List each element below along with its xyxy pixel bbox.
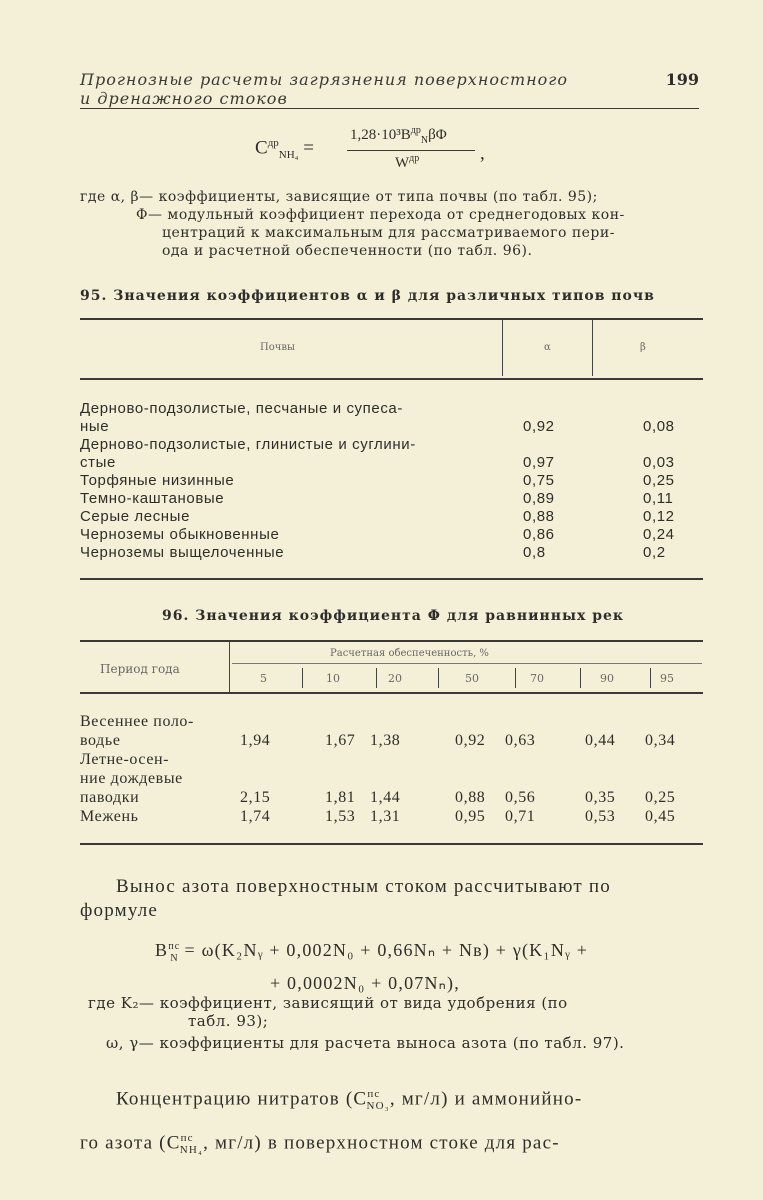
num-tail: βΦ bbox=[428, 127, 447, 143]
table-rule bbox=[80, 378, 703, 380]
period-name: водье bbox=[80, 732, 121, 749]
column-divider bbox=[302, 668, 303, 688]
formula-legend bbox=[80, 188, 700, 260]
table96-column-headers bbox=[230, 666, 702, 690]
column-divider bbox=[438, 668, 439, 688]
sub: NH₄ bbox=[278, 149, 299, 162]
phi-value: 1,44 bbox=[370, 789, 401, 806]
phi-value: 1,38 bbox=[370, 732, 401, 749]
symbol: B bbox=[155, 940, 169, 960]
phi-value: 1,31 bbox=[370, 808, 401, 825]
column-divider bbox=[650, 668, 651, 688]
sub: N bbox=[170, 952, 179, 964]
column-divider bbox=[502, 320, 503, 376]
phi-value: 0,63 bbox=[505, 732, 536, 749]
table96-title: 96. Значения коэффициента Φ для равнинных рек bbox=[162, 608, 625, 624]
phi-value: 2,15 bbox=[240, 789, 271, 806]
formula-rest: = ω(K₂Nᵧ + 0,002N₀ + 0,66Nₙ + Nв) + γ(K₁Nᵧ + bbox=[178, 940, 589, 960]
column-header: 90 bbox=[600, 672, 614, 685]
definition: ода и расчетной обеспеченности (по табл. 96). bbox=[162, 243, 533, 259]
page-number: 199 bbox=[665, 70, 699, 89]
period-name: Летне-осен- bbox=[80, 751, 170, 768]
table-row bbox=[80, 400, 680, 436]
symbol: C bbox=[255, 137, 268, 159]
group-rule bbox=[232, 663, 702, 664]
phi-value: 0,92 bbox=[455, 732, 486, 749]
formula-ammonium bbox=[255, 125, 515, 185]
alpha-value: 0,92 bbox=[523, 418, 555, 435]
paragraph bbox=[80, 875, 705, 923]
soil-name: Дерново-подзолистые, песчаные и супеса- bbox=[80, 400, 403, 417]
soil-name: Дерново-подзолистые, глинистые и суглини- bbox=[80, 436, 416, 453]
beta-value: 0,08 bbox=[643, 418, 675, 435]
text: Концентрацию нитратов (C bbox=[116, 1088, 368, 1110]
formula-legend bbox=[88, 994, 708, 1052]
soil-name: Серые лесные bbox=[80, 508, 191, 525]
alpha-value: 0,97 bbox=[523, 454, 555, 471]
table-rule bbox=[80, 692, 703, 694]
table-row bbox=[80, 526, 680, 544]
alpha-value: 0,89 bbox=[523, 490, 555, 507]
sup: пс bbox=[180, 1132, 194, 1145]
table-rule bbox=[80, 640, 703, 642]
column-header: 70 bbox=[530, 672, 544, 685]
header-rule bbox=[80, 108, 699, 109]
column-header: 50 bbox=[465, 672, 479, 685]
table96-body bbox=[80, 712, 700, 826]
phi-value: 0,34 bbox=[645, 732, 676, 749]
sub: NO₃ bbox=[366, 1100, 390, 1113]
text-line: формуле bbox=[80, 900, 159, 921]
period-name: Межень bbox=[80, 808, 139, 825]
soil-name: Черноземы выщелоченные bbox=[80, 544, 285, 561]
where-symbol: ω, γ bbox=[106, 1034, 139, 1052]
table95-title: 95. Значения коэффициентов α и β для различных типов почв bbox=[80, 288, 655, 304]
phi-value: 0,45 bbox=[645, 808, 676, 825]
soil-name: Торфяные низинные bbox=[80, 472, 235, 489]
definition: — коэффициенты для расчета выноса азота (по табл. 97). bbox=[138, 1034, 625, 1052]
phi-value: 1,81 bbox=[325, 789, 356, 806]
sup: др bbox=[410, 125, 421, 136]
phi-value: 0,44 bbox=[585, 732, 616, 749]
column-header: 95 bbox=[660, 672, 674, 685]
column-divider bbox=[592, 320, 593, 376]
beta-value: 0,11 bbox=[643, 490, 674, 507]
header-line: Прогнозные расчеты загрязнения поверхностного bbox=[80, 70, 569, 89]
phi-value: 1,53 bbox=[325, 808, 356, 825]
soil-name: Черноземы обыкновенные bbox=[80, 526, 280, 543]
header-line: и дренажного стоков bbox=[80, 89, 288, 108]
definition: — коэффициент, зависящий от вида удобрения (по bbox=[138, 994, 568, 1012]
comma: , bbox=[480, 143, 485, 164]
phi-value: 1,67 bbox=[325, 732, 356, 749]
table-row bbox=[80, 490, 680, 508]
definition: центраций к максимальным для рассматриваемого пери- bbox=[162, 225, 615, 241]
phi-value: 0,88 bbox=[455, 789, 486, 806]
sup: др bbox=[267, 137, 279, 149]
table-row bbox=[80, 712, 700, 750]
definition: — модульный коэффициент перехода от среднегодовых кон- bbox=[147, 207, 625, 223]
column-header: α bbox=[544, 342, 551, 353]
phi-value: 0,71 bbox=[505, 808, 536, 825]
beta-value: 0,24 bbox=[643, 526, 675, 543]
table-row bbox=[80, 544, 680, 562]
sub: NH₄ bbox=[179, 1144, 204, 1157]
alpha-value: 0,75 bbox=[523, 472, 555, 489]
column-header: 10 bbox=[326, 672, 340, 685]
soil-name: ные bbox=[80, 418, 110, 435]
table-row bbox=[80, 436, 680, 472]
column-header: Период года bbox=[100, 662, 180, 676]
soil-name: стые bbox=[80, 454, 116, 471]
phi-value: 1,74 bbox=[240, 808, 271, 825]
running-header bbox=[80, 70, 568, 108]
table-row bbox=[80, 508, 680, 526]
table-rule bbox=[80, 318, 703, 320]
text: , мг/л) в поверхностном стоке для рас- bbox=[203, 1132, 560, 1154]
equals: = bbox=[303, 137, 314, 159]
phi-value: 0,53 bbox=[585, 808, 616, 825]
phi-value: 0,25 bbox=[645, 789, 676, 806]
table-row bbox=[80, 472, 680, 490]
table-row bbox=[80, 750, 700, 807]
column-divider bbox=[515, 668, 516, 688]
beta-value: 0,25 bbox=[643, 472, 675, 489]
period-name: паводки bbox=[80, 789, 140, 806]
alpha-value: 0,88 bbox=[523, 508, 555, 525]
phi-value: 0,56 bbox=[505, 789, 536, 806]
column-header: Почвы bbox=[260, 342, 295, 353]
text: го азота (C bbox=[80, 1132, 181, 1154]
period-name: Весеннее поло- bbox=[80, 713, 194, 730]
group-header: Расчетная обеспеченность, % bbox=[330, 648, 489, 659]
table-rule bbox=[80, 578, 703, 580]
column-divider bbox=[580, 668, 581, 688]
where-symbol: Φ bbox=[136, 207, 148, 223]
where-symbol: где K₂ bbox=[88, 994, 139, 1012]
soil-name: Темно-каштановые bbox=[80, 490, 225, 507]
beta-value: 0,03 bbox=[643, 454, 675, 471]
column-divider bbox=[376, 668, 377, 688]
sup: пс bbox=[367, 1088, 381, 1100]
table-row bbox=[80, 807, 700, 826]
sup: пс bbox=[168, 941, 181, 952]
phi-value: 0,35 bbox=[585, 789, 616, 806]
table95-body bbox=[80, 400, 680, 562]
definition: — коэффициенты, зависящие от типа почвы (по табл. 95); bbox=[139, 189, 598, 205]
beta-value: 0,12 bbox=[643, 508, 675, 525]
alpha-value: 0,8 bbox=[523, 544, 546, 561]
phi-value: 1,94 bbox=[240, 732, 271, 749]
where-symbols: где α, β bbox=[80, 189, 140, 205]
phi-value: 0,95 bbox=[455, 808, 486, 825]
text-line: Вынос азота поверхностным стоком рассчитывают по bbox=[116, 876, 611, 897]
paragraph bbox=[80, 1078, 705, 1166]
numerator: 1,28·10³B bbox=[350, 127, 411, 143]
definition: табл. 93); bbox=[188, 1012, 269, 1030]
sub: N bbox=[420, 135, 429, 146]
text: , мг/л) и аммонийно- bbox=[389, 1088, 583, 1110]
formula-nitrogen bbox=[155, 935, 588, 995]
beta-value: 0,2 bbox=[643, 544, 666, 561]
sup: др bbox=[409, 153, 420, 164]
column-header: β bbox=[640, 342, 646, 353]
denominator: W bbox=[395, 155, 410, 171]
period-name: ние дождевые bbox=[80, 770, 183, 787]
formula-line: + 0,0002N₀ + 0,07Nₙ), bbox=[270, 972, 460, 993]
table-rule bbox=[80, 843, 703, 845]
column-header: 20 bbox=[388, 672, 402, 685]
fraction-bar bbox=[347, 150, 475, 151]
alpha-value: 0,86 bbox=[523, 526, 555, 543]
column-header: 5 bbox=[260, 672, 267, 685]
